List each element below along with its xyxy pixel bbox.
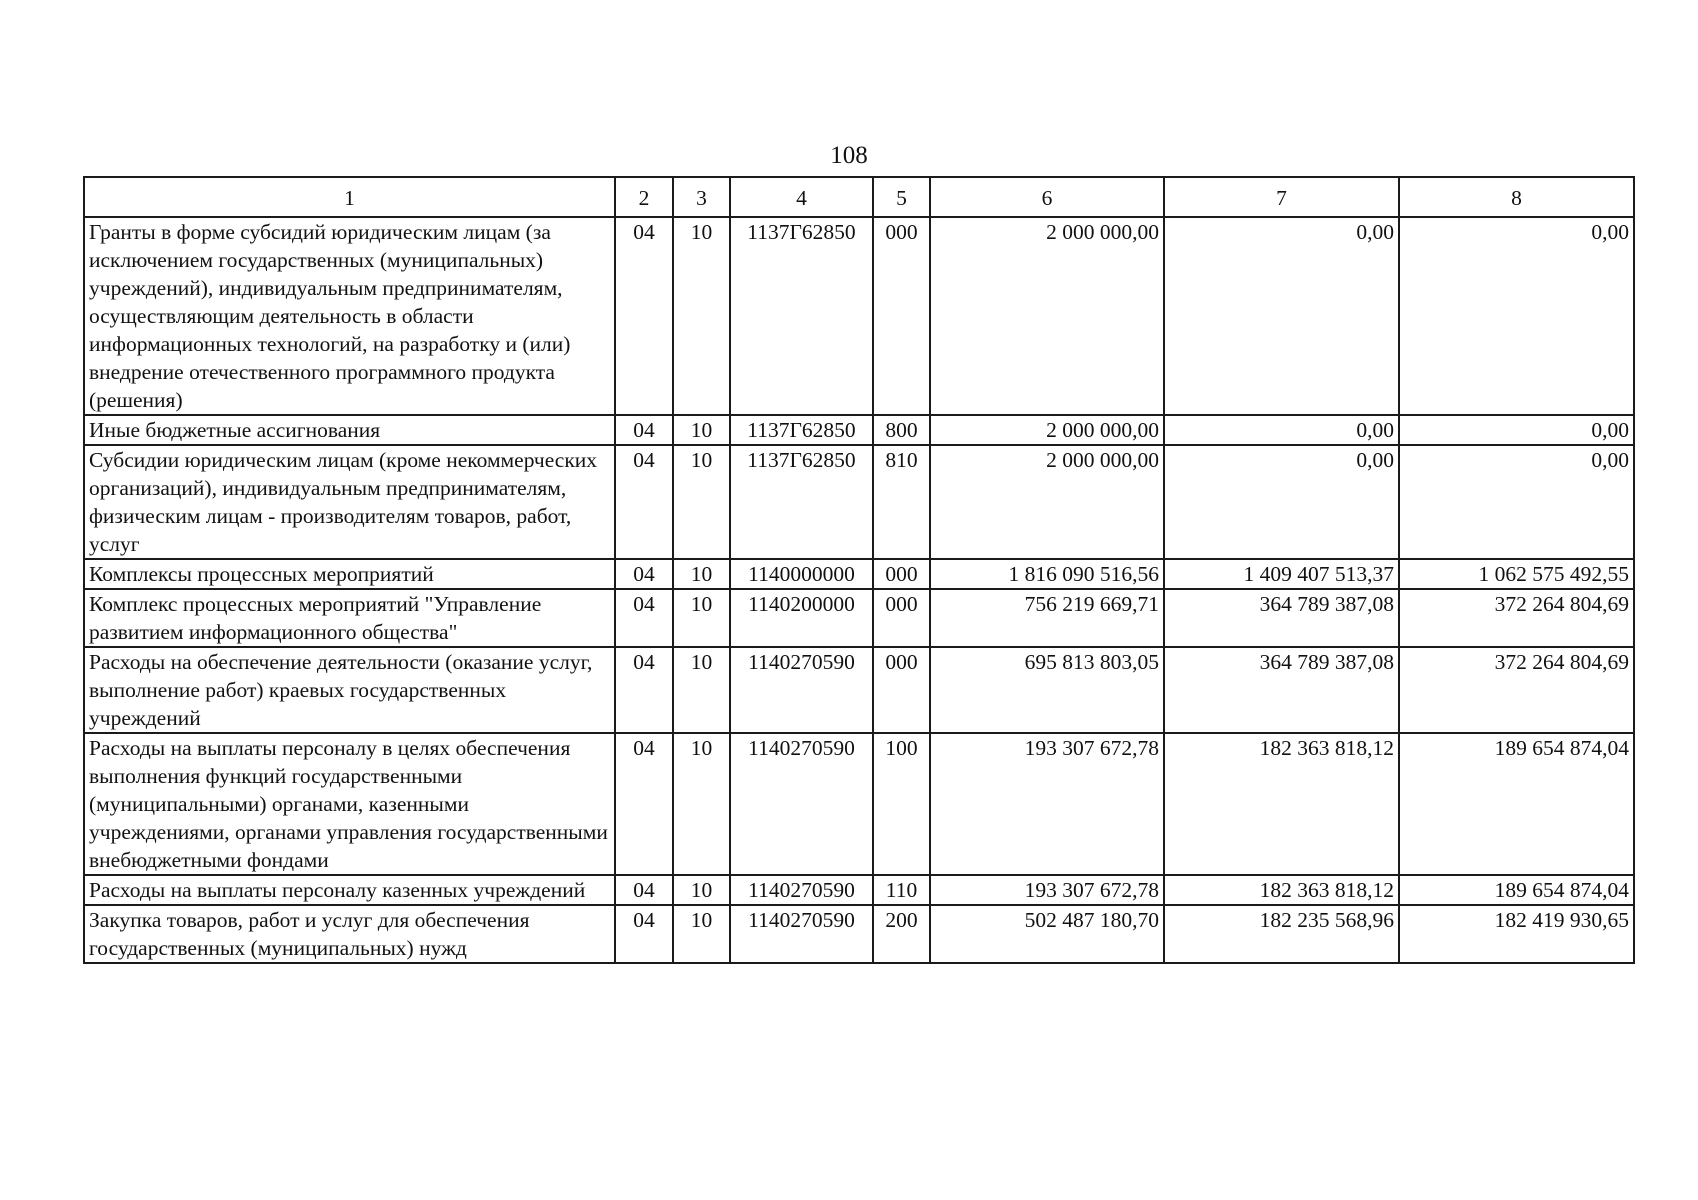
amount-col-6: 2 000 000,00	[930, 217, 1164, 415]
table-row	[84, 559, 1634, 589]
table-row	[84, 733, 1634, 875]
amount-col-6: 2 000 000,00	[930, 445, 1164, 559]
column-header-6: 6	[930, 177, 1164, 217]
expense-type-code: 810	[873, 445, 930, 559]
target-article-code: 1140270590	[730, 647, 873, 733]
amount-col-7: 0,00	[1164, 415, 1399, 445]
section-code: 04	[615, 733, 673, 875]
subsection-code: 10	[673, 445, 730, 559]
amount-col-8: 189 654 874,04	[1399, 875, 1634, 905]
table-row	[84, 415, 1634, 445]
amount-col-6: 756 219 669,71	[930, 589, 1164, 647]
row-name: Расходы на обеспечение деятельности (оказание услуг, выполнение работ) краевых государственных учреждений	[84, 647, 615, 733]
row-name: Расходы на выплаты персоналу казенных учреждений	[84, 875, 615, 905]
section-code: 04	[615, 905, 673, 963]
table-row	[84, 875, 1634, 905]
section-code: 04	[615, 217, 673, 415]
subsection-code: 10	[673, 559, 730, 589]
amount-col-8: 182 419 930,65	[1399, 905, 1634, 963]
header-row	[84, 177, 1634, 217]
target-article-code: 1140200000	[730, 589, 873, 647]
row-name: Иные бюджетные ассигнования	[84, 415, 615, 445]
expense-type-code: 800	[873, 415, 930, 445]
amount-col-8: 372 264 804,69	[1399, 647, 1634, 733]
target-article-code: 1140270590	[730, 733, 873, 875]
expense-type-code: 110	[873, 875, 930, 905]
column-header-7: 7	[1164, 177, 1399, 217]
column-header-4: 4	[730, 177, 873, 217]
amount-col-6: 695 813 803,05	[930, 647, 1164, 733]
column-header-3: 3	[673, 177, 730, 217]
subsection-code: 10	[673, 905, 730, 963]
amount-col-6: 1 816 090 516,56	[930, 559, 1164, 589]
expense-type-code: 100	[873, 733, 930, 875]
amount-col-7: 364 789 387,08	[1164, 647, 1399, 733]
target-article-code: 1140000000	[730, 559, 873, 589]
table-row	[84, 647, 1634, 733]
section-code: 04	[615, 559, 673, 589]
amount-col-7: 364 789 387,08	[1164, 589, 1399, 647]
amount-col-7: 1 409 407 513,37	[1164, 559, 1399, 589]
expense-type-code: 000	[873, 647, 930, 733]
row-name: Комплекс процессных мероприятий "Управление развитием информационного общества"	[84, 589, 615, 647]
amount-col-7: 0,00	[1164, 217, 1399, 415]
expense-type-code: 000	[873, 559, 930, 589]
row-name: Гранты в форме субсидий юридическим лицам (за исключением государственных (муниципальных) учреждений), индивидуальным предпринимателям, осуществляющим деятельность в области информационных технологий, на разработку и (или) внедрение отечественного программного продукта (решения)	[84, 217, 615, 415]
table-row	[84, 217, 1634, 415]
amount-col-7: 182 363 818,12	[1164, 875, 1399, 905]
section-code: 04	[615, 875, 673, 905]
subsection-code: 10	[673, 733, 730, 875]
table-row	[84, 445, 1634, 559]
amount-col-8: 0,00	[1399, 415, 1634, 445]
row-name: Расходы на выплаты персоналу в целях обеспечения выполнения функций государственными (муниципальными) органами, казенными учреждениями, органами управления государственными внебюджетными фондами	[84, 733, 615, 875]
amount-col-6: 2 000 000,00	[930, 415, 1164, 445]
table-body	[84, 217, 1634, 963]
subsection-code: 10	[673, 415, 730, 445]
amount-col-8: 372 264 804,69	[1399, 589, 1634, 647]
page-number: 108	[830, 142, 868, 169]
section-code: 04	[615, 415, 673, 445]
target-article-code: 1137Г62850	[730, 217, 873, 415]
target-article-code: 1137Г62850	[730, 415, 873, 445]
amount-col-6: 502 487 180,70	[930, 905, 1164, 963]
amount-col-8: 189 654 874,04	[1399, 733, 1634, 875]
amount-col-6: 193 307 672,78	[930, 733, 1164, 875]
table-row	[84, 589, 1634, 647]
section-code: 04	[615, 647, 673, 733]
subsection-code: 10	[673, 217, 730, 415]
expense-type-code: 200	[873, 905, 930, 963]
column-header-1: 1	[84, 177, 615, 217]
row-name: Закупка товаров, работ и услуг для обеспечения государственных (муниципальных) нужд	[84, 905, 615, 963]
target-article-code: 1140270590	[730, 905, 873, 963]
column-header-5: 5	[873, 177, 930, 217]
column-header-2: 2	[615, 177, 673, 217]
expense-type-code: 000	[873, 217, 930, 415]
subsection-code: 10	[673, 875, 730, 905]
amount-col-8: 0,00	[1399, 445, 1634, 559]
amount-col-7: 182 235 568,96	[1164, 905, 1399, 963]
row-name: Субсидии юридическим лицам (кроме некоммерческих организаций), индивидуальным предпринимателям, физическим лицам - производителям товаров, работ, услуг	[84, 445, 615, 559]
amount-col-7: 182 363 818,12	[1164, 733, 1399, 875]
column-header-8: 8	[1399, 177, 1634, 217]
section-code: 04	[615, 589, 673, 647]
row-name: Комплексы процессных мероприятий	[84, 559, 615, 589]
amount-col-8: 1 062 575 492,55	[1399, 559, 1634, 589]
amount-col-8: 0,00	[1399, 217, 1634, 415]
amount-col-6: 193 307 672,78	[930, 875, 1164, 905]
budget-table	[83, 176, 1635, 964]
amount-col-7: 0,00	[1164, 445, 1399, 559]
subsection-code: 10	[673, 589, 730, 647]
table-row	[84, 905, 1634, 963]
target-article-code: 1140270590	[730, 875, 873, 905]
section-code: 04	[615, 445, 673, 559]
table-header	[84, 177, 1634, 217]
target-article-code: 1137Г62850	[730, 445, 873, 559]
subsection-code: 10	[673, 647, 730, 733]
expense-type-code: 000	[873, 589, 930, 647]
